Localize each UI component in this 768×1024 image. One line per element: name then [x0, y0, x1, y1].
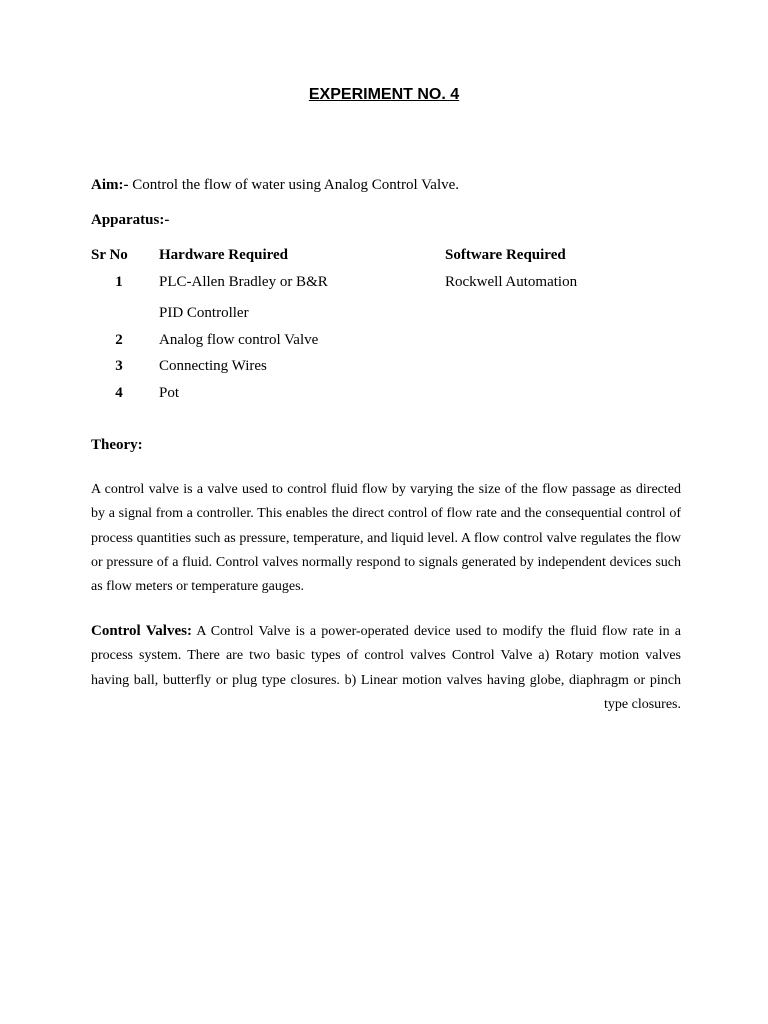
aim-text: Control the flow of water using Analog Control Valve. [128, 177, 460, 193]
row-1-hardware: PLC-Allen Bradley or B&R [159, 274, 328, 290]
row-3-hardware: Analog flow control Valve [159, 332, 319, 348]
row-1-software: Rockwell Automation [445, 274, 578, 290]
header-sr-no: Sr No [91, 247, 128, 263]
aim-line [91, 177, 459, 194]
header-software: Software Required [445, 247, 566, 263]
row-5-sr: 4 [115, 385, 123, 401]
aim-label: Aim:- [91, 177, 129, 193]
theory-heading: Theory: [91, 437, 143, 453]
row-4-sr: 3 [115, 358, 123, 374]
row-4-hardware: Connecting Wires [159, 358, 267, 374]
row-2-hardware: PID Controller [159, 305, 249, 321]
control-valves-label: Control Valves: [91, 623, 192, 639]
control-valves-paragraph [91, 619, 681, 717]
control-valves-text: A Control Valve is a power-operated device used to modify the fluid flow rate in a process system. There are two basic types of control valves Control Valve a) Rotary motion valves having ball, butterfly or plug type closures. b) Linear motion valves having globe, diaphragm or pinch type closures. [91, 624, 681, 712]
theory-paragraph: A control valve is a valve used to control fluid flow by varying the size of the flow passage as directed by a signal from a controller. This enables the direct control of flow rate and the consequential control of process quantities such as pressure, temperature, and liquid level. A flow control valve regulates the flow or pressure of a fluid. Control valves normally respond to signals generated by independent devices such as flow meters or temperature gauges. [91, 482, 681, 595]
header-hardware: Hardware Required [159, 247, 289, 263]
row-3-sr: 2 [115, 332, 123, 348]
page-title: EXPERIMENT NO. 4 [308, 86, 460, 103]
row-1-sr: 1 [115, 274, 123, 290]
apparatus-heading: Apparatus:- [91, 212, 170, 228]
row-5-hardware: Pot [159, 385, 180, 401]
